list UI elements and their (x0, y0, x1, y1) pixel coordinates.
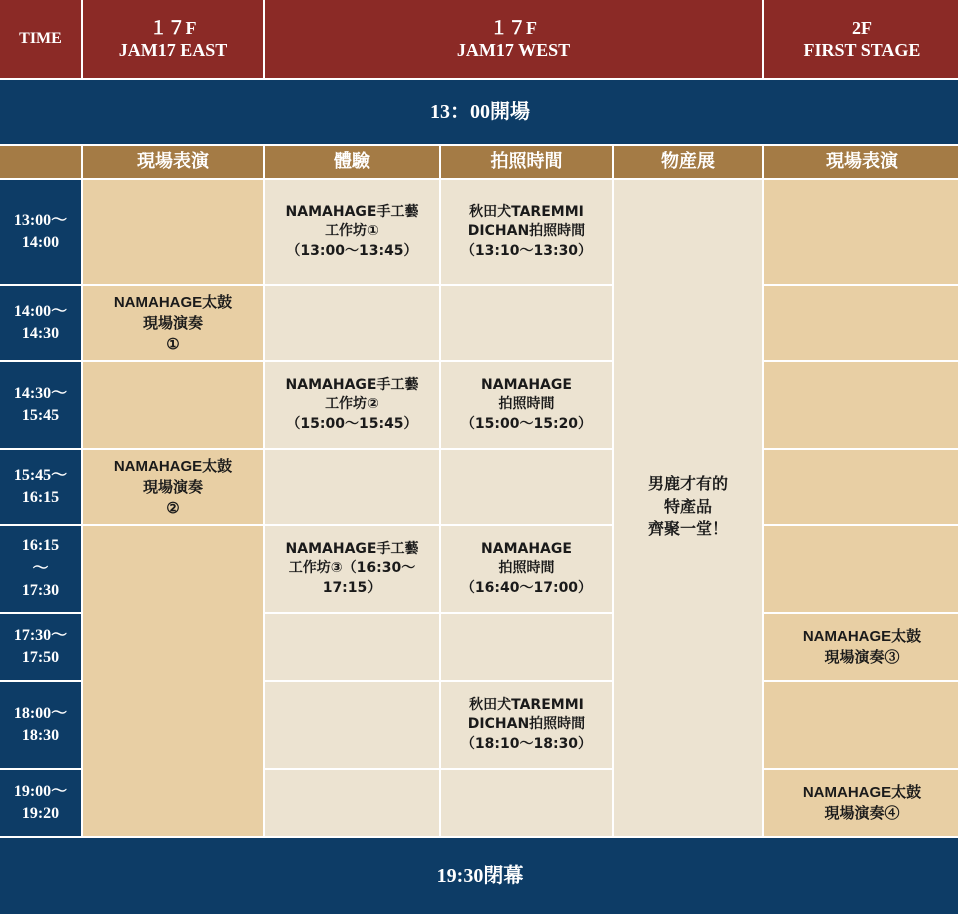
experience-cell-empty (265, 450, 439, 524)
subheader-live-stage: 現場表演 (764, 146, 958, 178)
subheader-products: 物産展 (614, 146, 762, 178)
workshop-2: NAMAHAGE手工藝 工作坊② （15:00～15:45） (265, 362, 439, 448)
time-slot: 19:00～ 19:20 (0, 770, 81, 836)
time-slot: 13:00～ 14:00 (0, 180, 81, 284)
stage-taiko-4: NAMAHAGE太鼓 現場演奏④ (764, 770, 958, 836)
subheader-experience: 體驗 (265, 146, 439, 178)
workshop-3: NAMAHAGE手工藝 工作坊③（16:30～ 17:15） (265, 526, 439, 612)
photo-akita-dog-2: 秋田犬TAREMMI DICHAN拍照時間 （18:10～18:30） (441, 682, 612, 768)
time-slot: 14:00～ 14:30 (0, 286, 81, 360)
subheader-photo-time: 拍照時間 (441, 146, 612, 178)
photo-akita-dog-1: 秋田犬TAREMMI DICHAN拍照時間 （13:10～13:30） (441, 180, 612, 284)
photo-cell-empty (441, 286, 612, 360)
east-taiko-2: NAMAHAGE太鼓 現場演奏 ② (83, 450, 263, 524)
photo-cell-empty (441, 450, 612, 524)
photo-namahage-2: NAMAHAGE 拍照時間 （16:40～17:00） (441, 526, 612, 612)
stage-cell-empty (764, 682, 958, 768)
stage-cell-empty (764, 362, 958, 448)
east-taiko-1: NAMAHAGE太鼓 現場演奏 ① (83, 286, 263, 360)
header-first-stage: 2F FIRST STAGE (764, 0, 958, 78)
header-jam17-east: １７F JAM17 EAST (83, 0, 263, 78)
products-exhibition: 男鹿才有的 特產品 齊聚一堂！ (614, 180, 762, 836)
experience-cell-empty (265, 286, 439, 360)
closing-banner: 19:30閉幕 (0, 838, 958, 914)
east-cell-empty (83, 180, 263, 284)
photo-cell-empty (441, 614, 612, 680)
east-cell-empty (83, 526, 263, 836)
photo-namahage-1: NAMAHAGE 拍照時間 （15:00～15:20） (441, 362, 612, 448)
stage-cell-empty (764, 180, 958, 284)
subheader-live-east: 現場表演 (83, 146, 263, 178)
time-slot: 15:45～ 16:15 (0, 450, 81, 524)
header-jam17-west: １７F JAM17 WEST (265, 0, 762, 78)
opening-banner: 13：00開場 (0, 80, 958, 144)
workshop-1: NAMAHAGE手工藝 工作坊① （13:00～13:45） (265, 180, 439, 284)
time-slot: 16:15 ～ 17:30 (0, 526, 81, 612)
time-slot: 14:30～ 15:45 (0, 362, 81, 448)
stage-taiko-3: NAMAHAGE太鼓 現場演奏③ (764, 614, 958, 680)
time-slot: 17:30～ 17:50 (0, 614, 81, 680)
stage-cell-empty (764, 450, 958, 524)
east-cell-empty (83, 362, 263, 448)
subheader-blank (0, 146, 81, 178)
stage-cell-empty (764, 526, 958, 612)
experience-cell-empty (265, 770, 439, 836)
time-slot: 18:00～ 18:30 (0, 682, 81, 768)
experience-cell-empty (265, 614, 439, 680)
header-time: TIME (0, 0, 81, 78)
stage-cell-empty (764, 286, 958, 360)
photo-cell-empty (441, 770, 612, 836)
experience-cell-empty (265, 682, 439, 768)
